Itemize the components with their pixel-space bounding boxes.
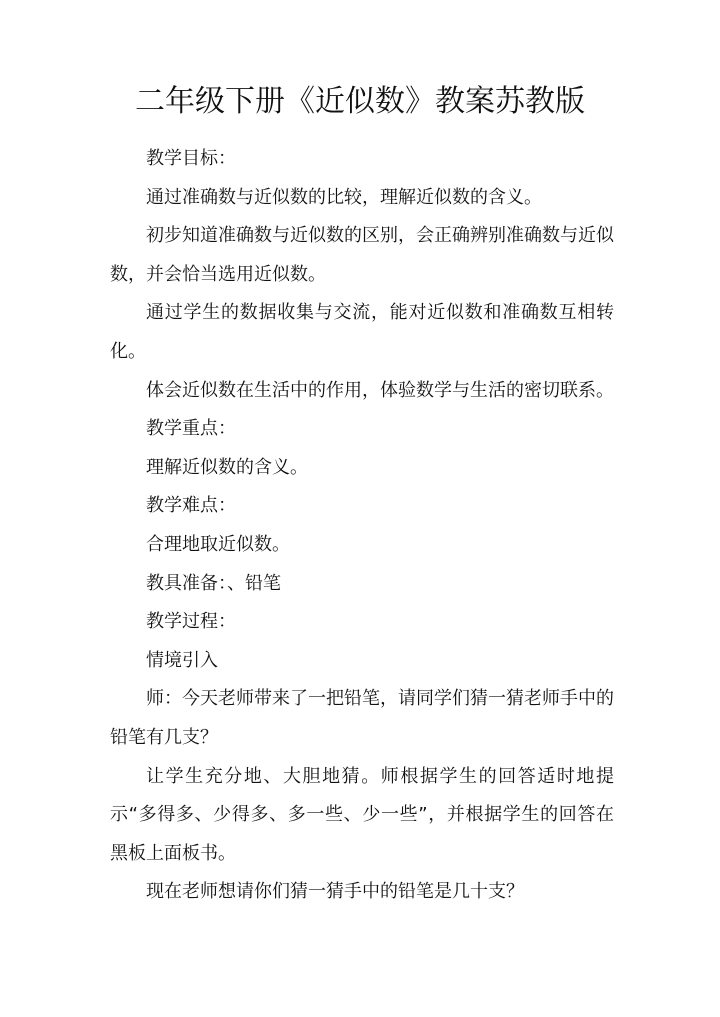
heading-key-points: 教学重点：	[146, 418, 236, 440]
process-paragraph-3: 现在老师想请你们猜一猜手中的铅笔是几十支？	[146, 881, 524, 903]
teaching-aids-paragraph: 教具准备：、铅笔	[146, 572, 281, 594]
goal-paragraph-1: 通过准确数与近似数的比较，理解近似数的含义。	[146, 186, 542, 208]
difficulties-paragraph: 合理地取近似数。	[146, 533, 290, 555]
goal-paragraph-2: 初步知道准确数与近似数的区别，会正确辨别准确数与近似数，并会恰当选用近似数。	[110, 225, 614, 285]
heading-difficulties: 教学难点：	[146, 495, 236, 517]
heading-teaching-process: 教学过程：	[146, 611, 236, 633]
goal-paragraph-4: 体会近似数在生活中的作用，体验数学与生活的密切联系。	[146, 379, 614, 401]
heading-teaching-goals: 教学目标：	[146, 148, 236, 169]
goal-paragraph-3: 通过学生的数据收集与交流，能对近似数和准确数互相转化。	[110, 302, 614, 362]
document-title: 二年级下册《近似数》教案苏教版	[135, 84, 585, 119]
key-points-paragraph: 理解近似数的含义。	[146, 456, 308, 478]
process-paragraph-2: 让学生充分地、大胆地猜。师根据学生的回答适时地提示“多得多、少得多、多一些、少一些”，并根据学生的回答在黑板上面板书。	[110, 765, 614, 864]
process-paragraph-1: 师：今天老师带来了一把铅笔，请同学们猜一猜老师手中的铅笔有几支？	[110, 688, 614, 748]
document-body	[110, 140, 614, 912]
scenario-intro-heading: 情境引入	[146, 649, 218, 671]
